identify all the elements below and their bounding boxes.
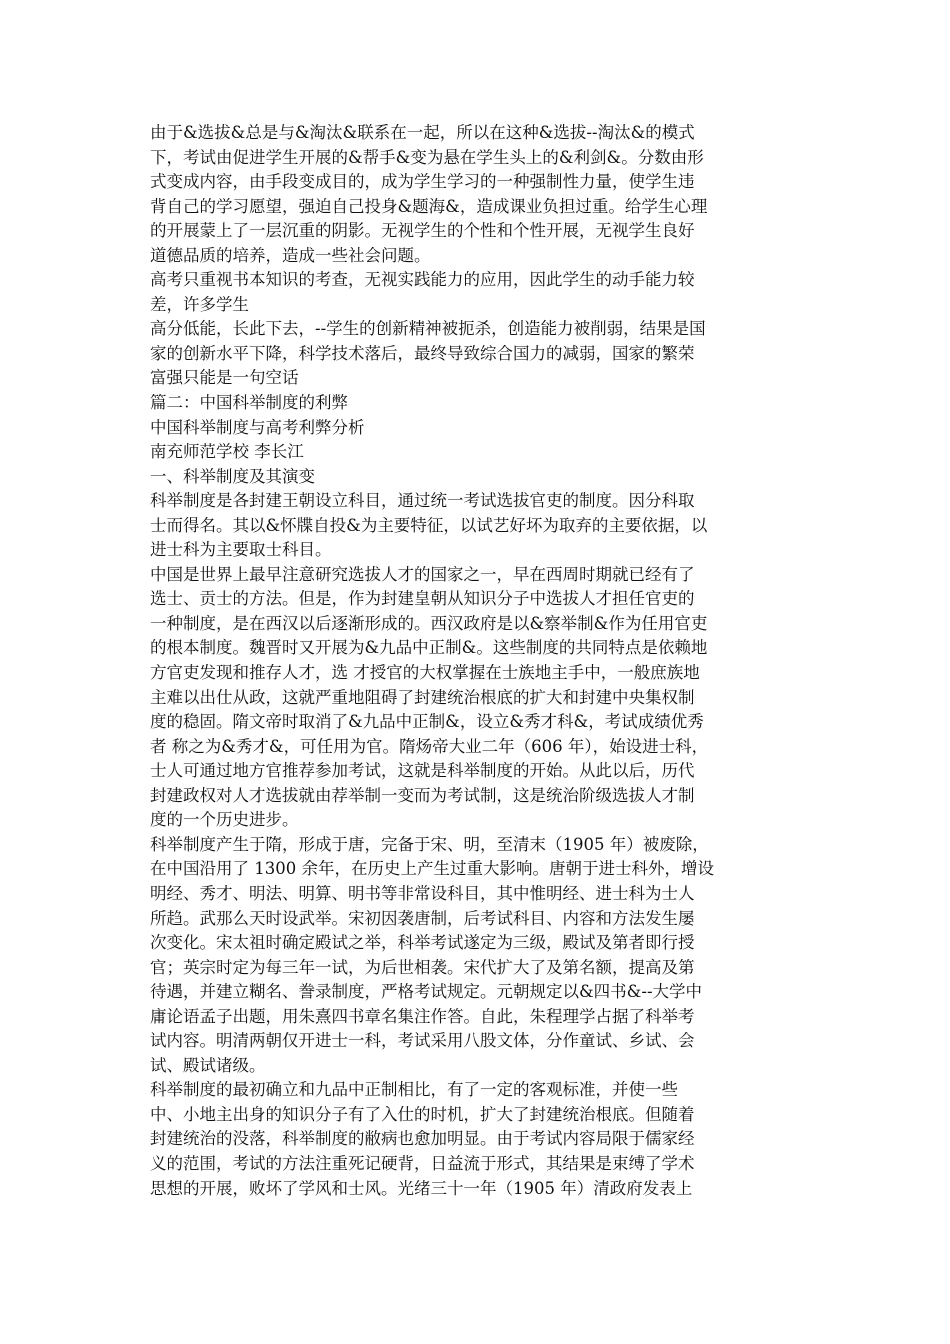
text-line: 家的创新水平下降，科学技术落后，最终导致综合国力的减弱，国家的繁荣: [150, 343, 695, 363]
text-line: 中国是世界上最早注意研究选拔人才的国家之一，早在西周时期就已经有了: [150, 564, 695, 584]
text-line: 中、小地主出身的知识分子有了入仕的时机，扩大了封建统治根底。但随着: [150, 1104, 695, 1124]
section-heading: 一、科举制度及其演变: [150, 466, 315, 486]
text-line: 下，考试由促进学生开展的&帮手&变为悬在学生头上的&利剑&。分数由形: [150, 147, 704, 167]
article-title: 中国科举制度与高考利弊分析: [150, 417, 365, 437]
text-line: 官；英宗时定为每三年一试，为后世相袭。宋代扩大了及第名额，提高及第: [150, 957, 695, 977]
text-line: 所趋。武那么天时设武举。宋初因袭唐制，后考试科目、内容和方法发生屡: [150, 908, 695, 928]
text-line: 式变成内容，由手段变成目的，成为学生学习的一种强制性力量，使学生违: [150, 172, 695, 192]
text-line: 高考只重视书本知识的考查，无视实践能力的应用，因此学生的动手能力较: [150, 270, 695, 290]
text-line: 封建政权对人才选拔就由荐举制一变而为考试制，这是统治阶级选拔人才制: [150, 785, 695, 805]
text-line: 的开展蒙上了一层沉重的阴影。无视学生的个性和个性开展，无视学生良好: [150, 221, 695, 241]
document-body: [150, 121, 800, 1201]
text-line: 度的稳固。隋文帝时取消了&九品中正制&，设立&秀才科&，考试成绩优秀: [150, 712, 704, 732]
text-line: 的根本制度。魏晋时又开展为&九品中正制&。这些制度的共同特点是依赖地: [150, 638, 708, 658]
text-line: 士人可通过地方官推荐参加考试，这就是科举制度的开始。从此以后，历代: [150, 761, 695, 781]
text-line: 富强只能是一句空话: [150, 368, 299, 388]
text-line: 科举制度的最初确立和九品中正制相比，有了一定的客观标准，并使一些: [150, 1080, 678, 1100]
text-line: 背自己的学习愿望，强迫自己投身&题海&，造成课业负担过重。给学生心理: [150, 196, 708, 216]
text-line: 度的一个历史进步。: [150, 810, 299, 830]
text-line: 主难以出仕从政，这就严重地阻碍了封建统治根底的扩大和封建中央集权制: [150, 687, 695, 707]
text-line: 试内容。明清两朝仅开进士一科，考试采用八股文体，分作童试、乡试、会: [150, 1031, 695, 1051]
text-line: 由于&选拔&总是与&淘汰&联系在一起，所以在这种&选拔--淘汰&的模式: [150, 123, 695, 142]
text-line: 方官吏发现和推存人才，选 才授官的大权掌握在士族地主手中，一般庶族地: [150, 663, 700, 683]
text-line: 封建统治的没落，科举制度的敝病也愈加明显。由于考试内容局限于儒家经: [150, 1129, 695, 1149]
text-line: 一种制度，是在西汉以后逐渐形成的。西汉政府是以&察举制&作为任用官吏: [150, 613, 708, 633]
text-line: 在中国沿用了 1300 余年，在历史上产生过重大影响。唐朝于进士科外，增设: [150, 859, 714, 879]
text-line: 庸论语孟子出题，用朱熹四书章名集注作答。自此，朱程理学占据了科举考: [150, 1006, 695, 1026]
text-line: 思想的开展，败坏了学风和士风。光绪三十一年（1905 年）清政府发表上: [150, 1178, 693, 1198]
text-line: 试、殿试诸级。: [150, 1055, 266, 1075]
text-line: 明经、秀才、明法、明算、明书等非常设科目，其中惟明经、进士科为士人: [150, 883, 695, 903]
section-heading: 篇二：中国科举制度的利弊: [150, 393, 348, 413]
text-line: 差，许多学生: [150, 294, 249, 314]
text-line: 进士科为主要取士科目。: [150, 540, 332, 560]
text-line: 道德品质的培养，造成一些社会问题。: [150, 245, 431, 265]
text-line: 待遇，并建立糊名、誊录制度，严格考试规定。元朝规定以&四书&--大学中: [150, 982, 703, 1002]
author-line: 南充师范学校 李长江: [150, 442, 304, 462]
text-line: 次变化。宋太祖时确定殿试之举，科举考试遂定为三级，殿试及第者即行授: [150, 933, 695, 953]
text-line: 士而得名。其以&怀牒自投&为主要特征，以试艺好坏为取弃的主要依据，以: [150, 515, 708, 535]
text-line: 义的范围，考试的方法注重死记硬背，日益流于形式，其结果是束缚了学术: [150, 1153, 695, 1173]
text-line: 者 称之为&秀才&，可任用为官。隋炀帝大业二年（606 年），始设进士科，: [150, 736, 709, 756]
text-line: 科举制度是各封建王朝设立科目，通过统一考试选拔官吏的制度。因分科取: [150, 491, 695, 511]
document-page: [150, 121, 800, 1201]
text-line: 选士、贡士的方法。但是，作为封建皇朝从知识分子中选拔人才担任官吏的: [150, 589, 695, 609]
text-line: 科举制度产生于隋，形成于唐，完备于宋、明，至清末（1905 年）被废除，: [150, 834, 709, 854]
text-line: 高分低能，长此下去，--学生的创新精神被扼杀，创造能力被削弱，结果是国: [150, 319, 706, 339]
